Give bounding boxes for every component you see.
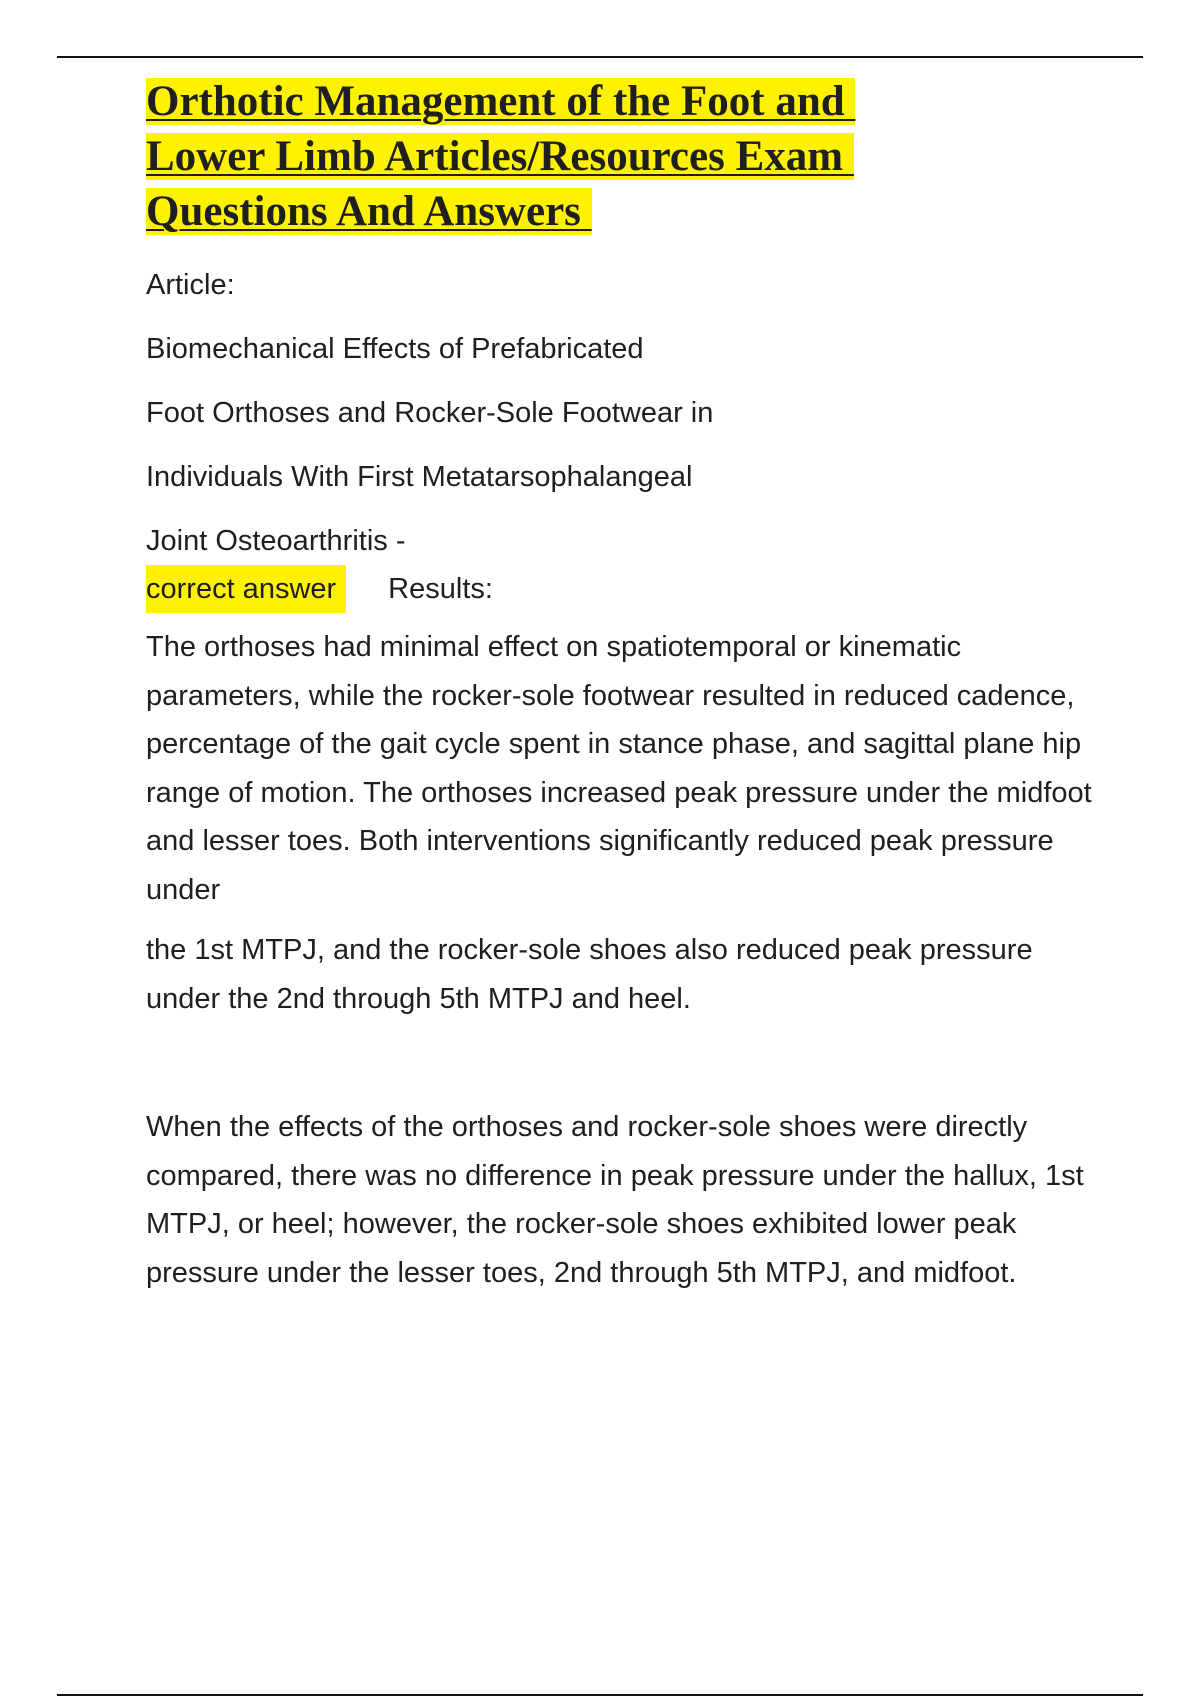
article-label: Article: xyxy=(146,269,235,301)
article-title-line: Joint Osteoarthritis - xyxy=(146,525,406,557)
title-line: Orthotic Management of the Foot and xyxy=(146,78,856,125)
answer-line xyxy=(146,565,1106,613)
article-title-line: Biomechanical Effects of Prefabricated xyxy=(146,333,644,365)
article-title-line: Individuals With First Metatarsophalangeal xyxy=(146,461,693,493)
document-body xyxy=(146,70,1106,1297)
title-line: Lower Limb Articles/Resources Exam xyxy=(146,133,854,180)
bottom-rule xyxy=(57,1694,1143,1696)
article-title-line: Foot Orthoses and Rocker-Sole Footwear in xyxy=(146,397,714,429)
results-label: Results: xyxy=(388,573,493,605)
answer-paragraph: The orthoses had minimal effect on spatiotemporal or kinematic parameters, while the rocker-sole footwear resulted in reduced cadence, percentage of the gait cycle spent in stance phase, and sagittal plane hip range of motion. The orthoses increased peak pressure under the midfoot and lesser toes. Both interventions significantly reduced peak pressure under xyxy=(146,631,1092,906)
top-rule xyxy=(57,56,1143,58)
correct-answer-tag: correct answer xyxy=(146,565,346,613)
document-title xyxy=(146,74,1106,239)
answer-paragraph: When the effects of the orthoses and rocker-sole shoes were directly compared, there was no difference in peak pressure under the hallux, 1st MTPJ, or heel; however, the rocker-sole shoes exhibited lower peak pressure under the lesser toes, 2nd through 5th MTPJ, and midfoot. xyxy=(146,1111,1084,1289)
answer-paragraph: the 1st MTPJ, and the rocker-sole shoes also reduced peak pressure under the 2nd through 5th MTPJ and heel. xyxy=(146,934,1033,1015)
title-line: Questions And Answers xyxy=(146,188,592,235)
